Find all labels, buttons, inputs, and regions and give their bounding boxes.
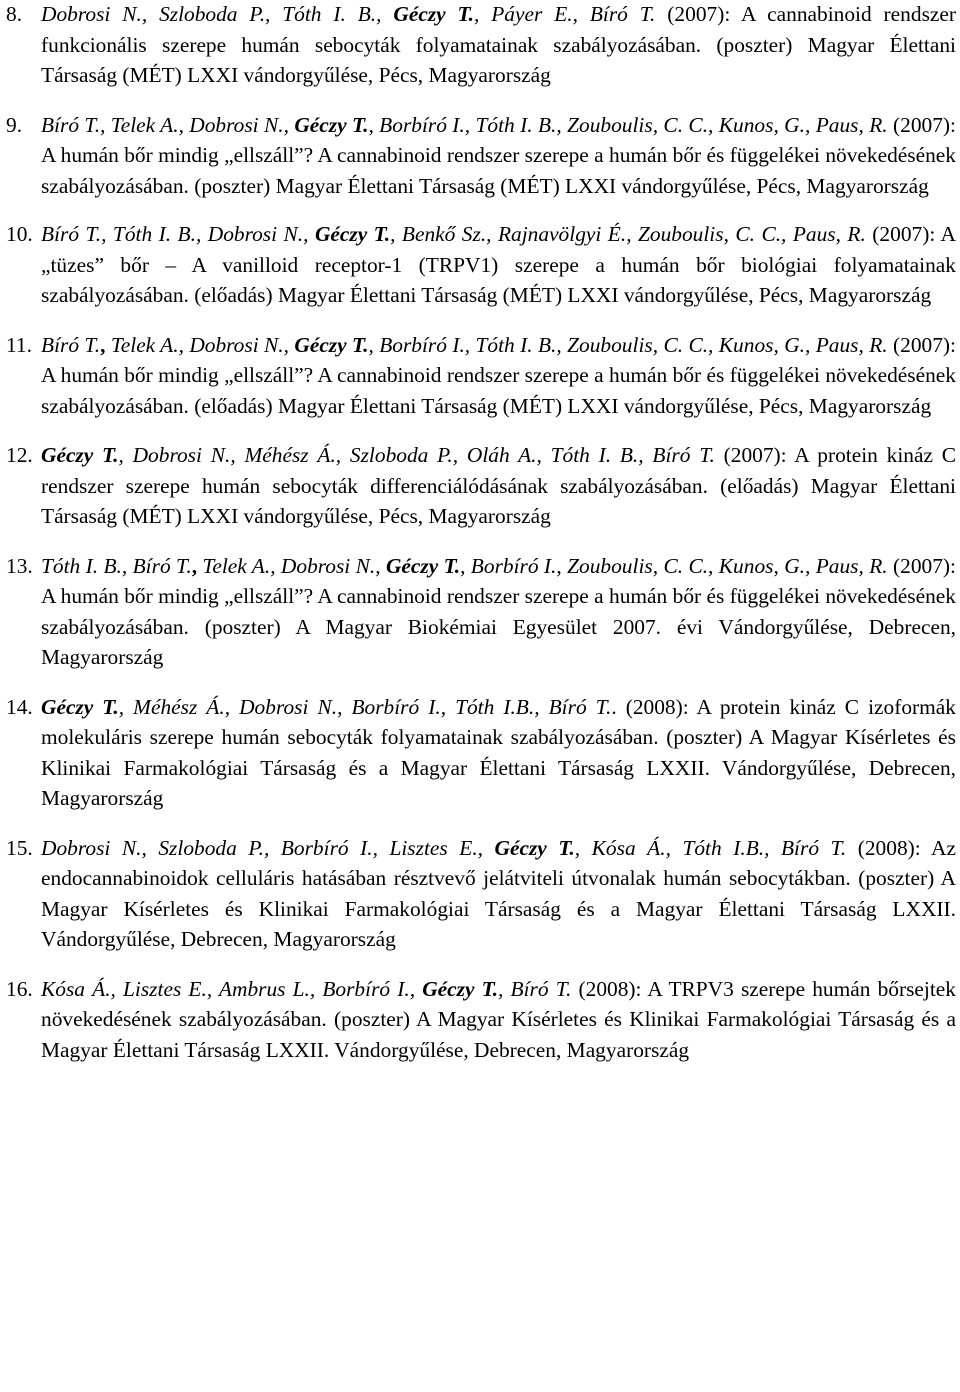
authors: , Dobrosi N., Méhész Á., Szloboda P., Oláh A., Tóth I. B., Bíró T. bbox=[118, 443, 715, 467]
citation-body: (2007): A „tüzes” bőr – A vanilloid receptor-1 (TRPV1) szerepe a humán bőr biológiai folyamatainak szabályozásában. (előadás) Magyar Élettani Társaság (MÉT) LXXI vándorgyűlése, Pécs, Magyarország bbox=[41, 222, 956, 307]
entry-number: 14. bbox=[6, 694, 33, 719]
highlighted-author: Géczy T. bbox=[385, 553, 461, 578]
authors: , Benkő Sz., Rajnavölgyi É., Zouboulis, C. C., Paus, R. bbox=[390, 222, 866, 246]
highlighted-author: Géczy T. bbox=[314, 222, 391, 246]
authors: , Bíró T. bbox=[498, 976, 572, 1001]
highlighted-author: Géczy T. bbox=[41, 443, 119, 467]
entry-number: 13. bbox=[6, 553, 33, 578]
citation-body: (2007): A cannabinoid rendszer funkcionális szerepe humán sebocyták folyamatainak szabályozásában. (poszter) Magyar Élettani Társaság (MÉT) LXXI vándorgyűlése, Pécs, Magyarország bbox=[41, 2, 957, 87]
entry-text bbox=[41, 113, 956, 198]
authors: , Borbíró I., Tóth I. B., Zouboulis, C. C., Kunos, G., Paus, R. bbox=[368, 332, 888, 357]
citation-body: (2007): A humán bőr mindig „ellszáll”? A cannabinoid rendszer szerepe a humán bőr és függelékei növekedésének szabályozásában. (poszter) A Magyar Biokémiai Egyesület 2007. évi Vándorgyűlése, Debrecen, Magyarország bbox=[41, 553, 956, 669]
entry-text bbox=[41, 443, 956, 528]
publication-entry-16 bbox=[6, 974, 956, 1066]
entry-text bbox=[41, 836, 956, 952]
highlighted-author: Géczy T. bbox=[422, 976, 499, 1001]
entry-text bbox=[41, 554, 956, 670]
authors: Bíró T., Telek A., Dobrosi N., bbox=[41, 112, 295, 137]
authors: , Borbíró I., Zouboulis, C. C., Kunos, G., Paus, R. bbox=[460, 553, 888, 578]
highlighted-author: Géczy T. bbox=[294, 112, 369, 137]
authors: Kósa Á., Lisztes E., Ambrus L., Borbíró I., bbox=[41, 976, 423, 1001]
publication-entry-14 bbox=[6, 692, 956, 814]
entry-number: 15. bbox=[6, 835, 33, 860]
publication-entry-15 bbox=[6, 833, 956, 955]
authors: Dobrosi N., Szloboda P., Tóth I. B., bbox=[41, 2, 394, 26]
publication-entry-13 bbox=[6, 551, 956, 673]
authors: Telek A., Dobrosi N., bbox=[105, 332, 295, 357]
publication-entry-11 bbox=[6, 330, 956, 422]
entry-text bbox=[41, 977, 956, 1062]
publication-entry-8 bbox=[6, 0, 956, 91]
entry-text bbox=[41, 333, 956, 418]
authors: , Borbíró I., Tóth I. B., Zouboulis, C. C., Kunos, G., Paus, R. bbox=[368, 112, 888, 137]
entry-number: 8. bbox=[6, 2, 23, 26]
highlighted-author: Géczy T. bbox=[494, 835, 575, 860]
authors: Dobrosi N., Szloboda P., Borbíró I., Lisztes E., bbox=[41, 835, 495, 860]
entry-number: 16. bbox=[6, 976, 33, 1001]
authors: Bíró T. bbox=[41, 332, 101, 357]
entry-text bbox=[41, 695, 956, 811]
highlighted-author: Géczy T. bbox=[294, 332, 369, 357]
comma: , bbox=[191, 553, 198, 578]
entry-number: 12. bbox=[6, 443, 33, 467]
publication-entry-10 bbox=[6, 219, 956, 311]
citation-body: . (2008): A protein kináz C izoformák molekuláris szerepe humán sebocyták folyamatainak szabályozásában. (poszter) A Magyar Kísérletes és Klinikai Farmakológiai Társaság és a Magyar Élettani Társaság LXXII. Vándorgyűlése, Debrecen, Magyarország bbox=[41, 694, 956, 810]
highlighted-author: Géczy T. bbox=[41, 694, 119, 719]
entry-text bbox=[41, 222, 956, 307]
publication-list bbox=[6, 0, 956, 1065]
authors: Telek A., Dobrosi N., bbox=[197, 553, 386, 578]
citation-body: (2007): A protein kináz C rendszer szerepe humán sebocyták differenciálódásának szabályozásában. (előadás) Magyar Élettani Társaság (MÉT) LXXI vándorgyűlése, Pécs, Magyarország bbox=[41, 443, 956, 528]
authors: , Kósa Á., Tóth I.B., Bíró T. bbox=[574, 835, 847, 860]
authors: Bíró T., Tóth I. B., Dobrosi N., bbox=[41, 222, 315, 246]
authors: Tóth I. B., Bíró T. bbox=[41, 553, 192, 578]
entry-number: 9. bbox=[6, 112, 23, 137]
citation-body: (2007): A humán bőr mindig „ellszáll”? A cannabinoid rendszer szerepe a humán bőr és függelékei növekedésének szabályozásában. (előadás) Magyar Élettani Társaság (MÉT) LXXI vándorgyűlése, Pécs, Magyarország bbox=[41, 332, 956, 418]
entry-text bbox=[41, 2, 956, 87]
entry-number: 11. bbox=[6, 332, 32, 357]
entry-number: 10. bbox=[6, 222, 33, 246]
authors: , Páyer E., Bíró T. bbox=[474, 2, 656, 26]
citation-body: (2008): Az endocannabinoidok celluláris hatásában résztvevő jelátviteli útvonalak humán sebocytákban. (poszter) A Magyar Kísérletes és Klinikai Farmakológiai Társaság és a Magyar Élettani Társaság LXXII. Vándorgyűlése, Debrecen, Magyarország bbox=[41, 835, 956, 951]
highlighted-author: Géczy T. bbox=[393, 2, 474, 26]
citation-body: (2008): A TRPV3 szerepe humán bőrsejtek növekedésének szabályozásában. (poszter) A Magyar Kísérletes és Klinikai Farmakológiai Társaság és a Magyar Élettani Társaság LXXII. Vándorgyűlése, Debrecen, Magyarország bbox=[41, 976, 956, 1062]
comma: , bbox=[100, 332, 106, 357]
publication-entry-12 bbox=[6, 440, 956, 532]
citation-body: (2007): A humán bőr mindig „ellszáll”? A cannabinoid rendszer szerepe a humán bőr és függelékei növekedésének szabályozásában. (poszter) Magyar Élettani Társaság (MÉT) LXXI vándorgyűlése, Pécs, Magyarország bbox=[41, 112, 956, 198]
publication-entry-9 bbox=[6, 110, 956, 202]
authors: , Méhész Á., Dobrosi N., Borbíró I., Tóth I.B., Bíró T. bbox=[118, 694, 612, 719]
